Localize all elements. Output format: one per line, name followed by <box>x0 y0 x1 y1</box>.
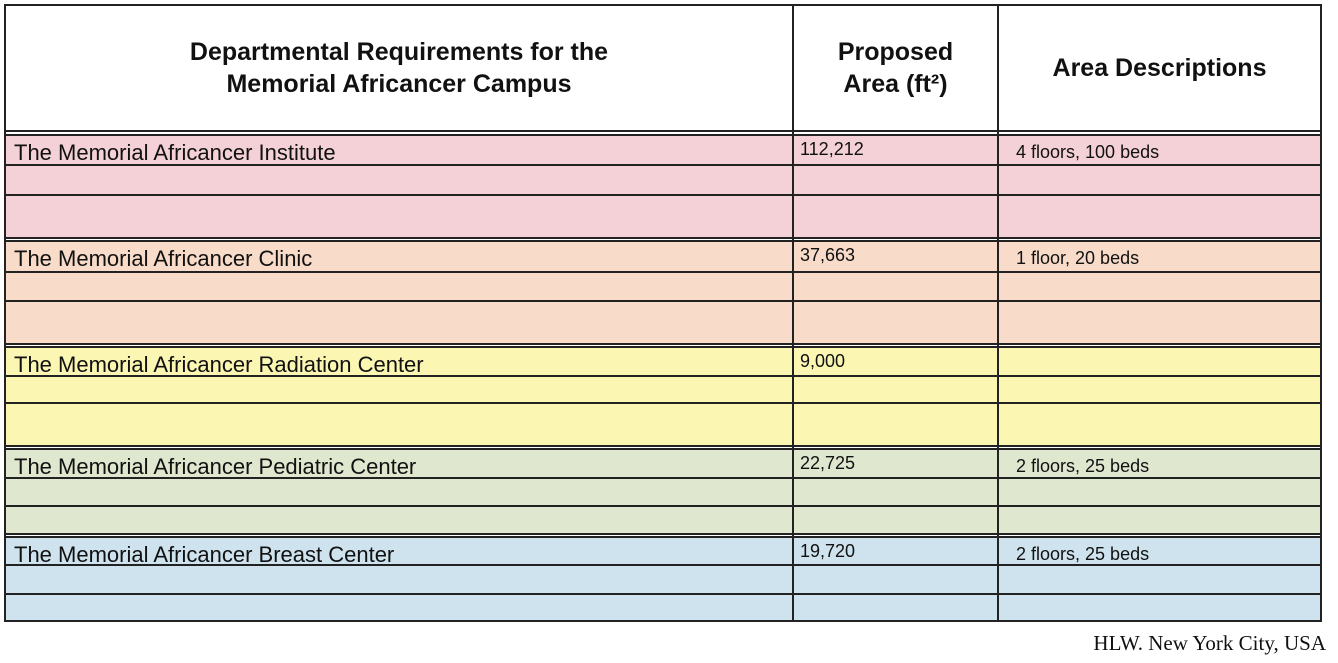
table-row <box>6 507 1320 533</box>
image-credit: HLW. New York City, USA <box>1093 631 1326 655</box>
table-row <box>6 595 1320 620</box>
departmental-requirements-table <box>4 4 1322 622</box>
table-row <box>6 538 1320 566</box>
proposed-area-value: 9,000 <box>800 351 846 371</box>
table-row <box>6 348 1320 377</box>
proposed-area-value: 112,212 <box>800 139 864 159</box>
proposed-area-value: 19,720 <box>800 541 856 561</box>
proposed-area-value: 37,663 <box>800 245 856 265</box>
area-description: 2 floors, 25 beds <box>1016 456 1150 476</box>
area-description: 1 floor, 20 beds <box>1016 248 1140 268</box>
proposed-area-value: 22,725 <box>800 453 856 473</box>
header-requirements-line1: Departmental Requirements for the <box>189 38 609 66</box>
table-row <box>6 377 1320 404</box>
table-row <box>6 479 1320 507</box>
area-description: 2 floors, 25 beds <box>1016 544 1150 564</box>
table-row <box>6 136 1320 166</box>
table-row <box>6 166 1320 196</box>
table-row <box>6 450 1320 479</box>
table-row <box>6 302 1320 343</box>
column-divider <box>997 6 999 620</box>
table-row <box>6 273 1320 302</box>
area-description <box>1016 348 1316 375</box>
table-row <box>6 404 1320 445</box>
table-group-clinic <box>6 242 1320 343</box>
table-header-row <box>6 6 1320 130</box>
header-proposed-area <box>794 6 997 130</box>
table-group-institute <box>6 136 1320 237</box>
header-departmental-requirements <box>6 6 792 130</box>
department-name: The Memorial Africancer Clinic <box>14 246 313 271</box>
header-area-line1: Proposed <box>837 38 954 66</box>
table-group-radiation-center <box>6 348 1320 445</box>
area-description: 4 floors, 100 beds <box>1016 142 1160 162</box>
table-row <box>6 566 1320 595</box>
department-name: The Memorial Africancer Pediatric Center <box>14 454 417 477</box>
header-area-line2: Area (ft²) <box>843 70 948 98</box>
department-name: The Memorial Africancer Radiation Center <box>14 352 424 375</box>
table-row <box>6 242 1320 273</box>
header-area-descriptions: Area Descriptions <box>1052 54 1267 82</box>
header-requirements-line2: Memorial Africancer Campus <box>226 70 572 98</box>
table-group-pediatric-center <box>6 450 1320 533</box>
table-row <box>6 196 1320 237</box>
table-group-breast-center <box>6 538 1320 620</box>
department-name: The Memorial Africancer Breast Center <box>14 542 395 564</box>
column-divider <box>792 6 794 620</box>
department-name: The Memorial Africancer Institute <box>14 140 336 164</box>
